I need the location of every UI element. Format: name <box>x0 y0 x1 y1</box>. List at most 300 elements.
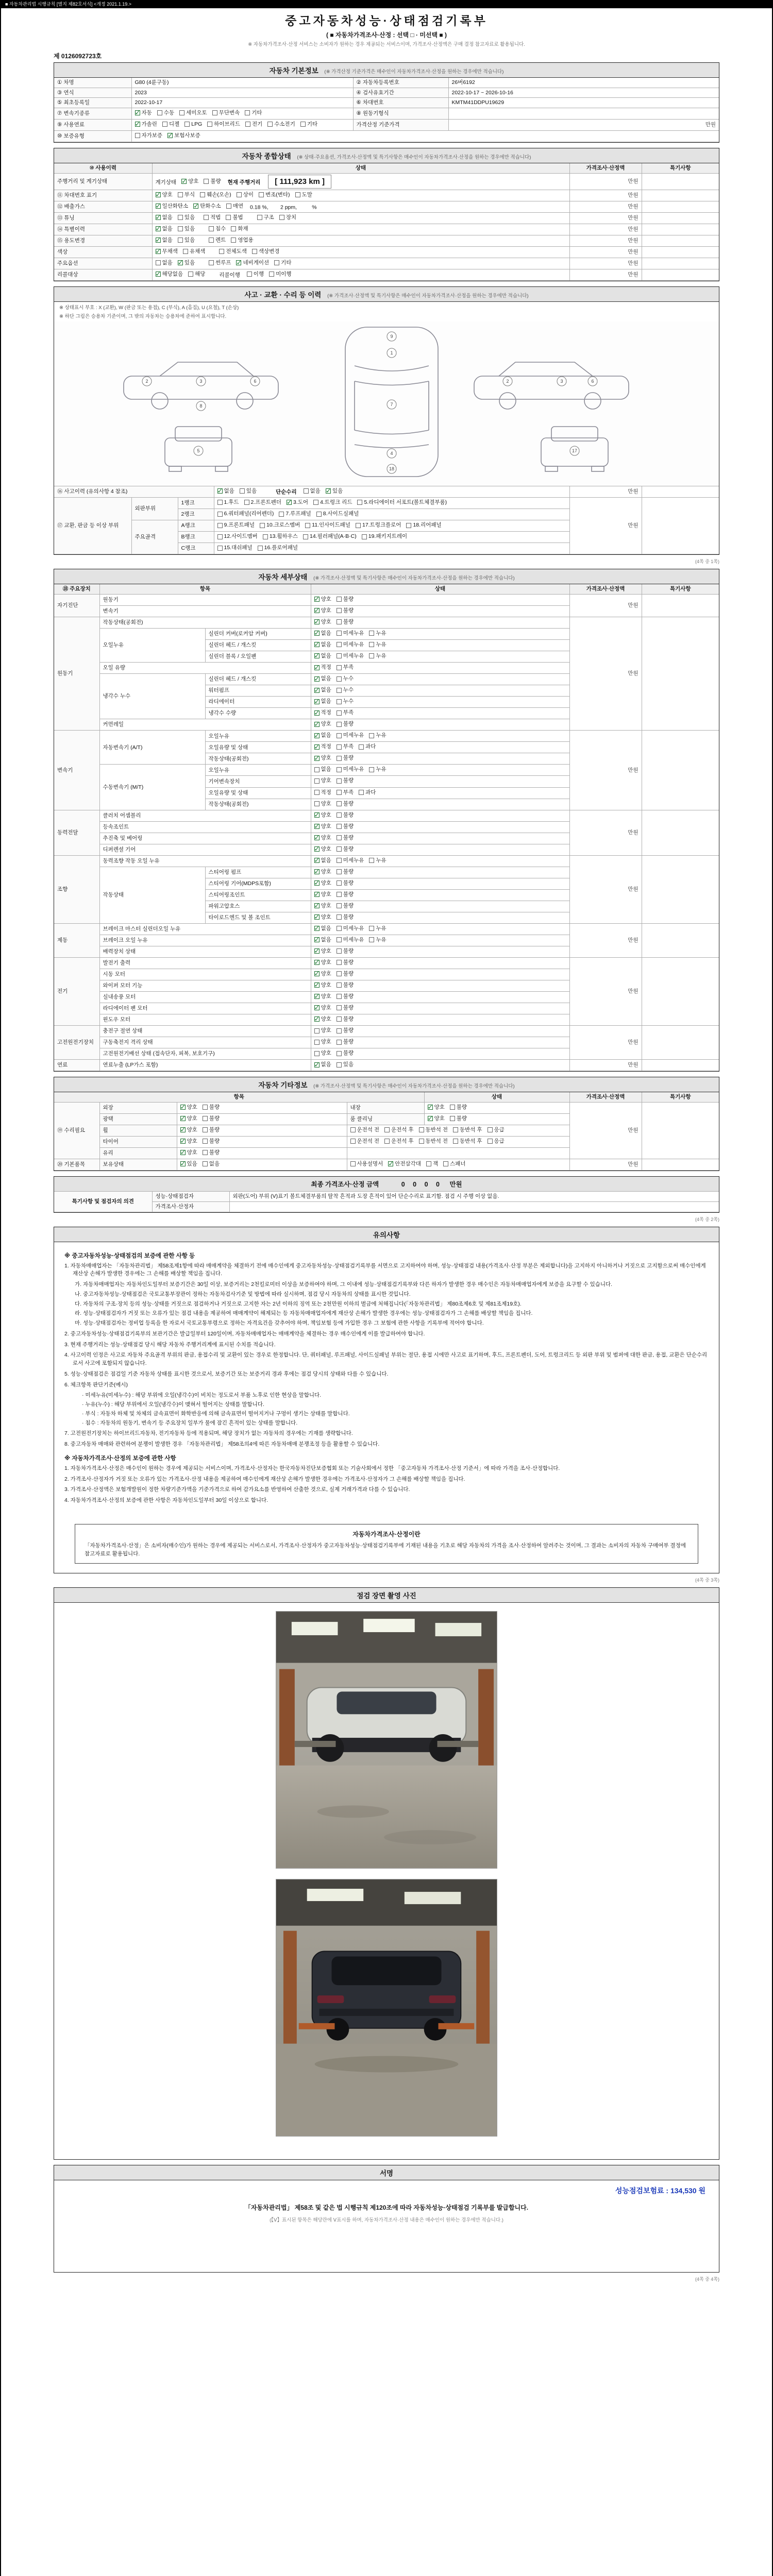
checkbox-label: 양호 <box>321 1005 331 1011</box>
section-overall-title-bar <box>54 148 719 163</box>
checkbox-checked <box>314 608 320 613</box>
part: 실린더 커버(로커암 커버) <box>205 629 311 640</box>
checkbox <box>240 488 245 494</box>
checkbox <box>337 722 342 727</box>
part: 타이로드엔드 및 볼 조인트 <box>205 912 311 923</box>
status-checkboxes <box>311 651 569 663</box>
checkbox-label: 동반석 전 <box>425 1138 448 1145</box>
item: 윈도우 모터 <box>99 1014 311 1026</box>
checkbox-label: 없음 <box>321 687 331 693</box>
checkbox-label: 15.대쉬패널 <box>224 545 253 551</box>
item: 등속조인트 <box>99 821 311 833</box>
checkbox-label: 일산화탄소 <box>162 202 189 209</box>
checkbox-label: 누수 <box>343 687 354 693</box>
field-label-vin: ⑥ 차대번호 <box>353 98 448 108</box>
row-label-options: 주요옵션 <box>54 258 152 269</box>
row-state-usage-change <box>152 235 569 246</box>
group-note <box>642 810 719 855</box>
checkbox-label: 있음 <box>184 225 195 232</box>
notice-line: 4. 사고이력 인정은 사고로 자동차 주요골격 부위의 판금, 용접수리 및 교환이 있는 경우로 한정합니다. 단, 쿼터패널, 루프패널, 사이드실패널 부위는 절단, 용접 시에만 사고로 표기하며, 후드, 프론트펜더, 도어, 트렁크리드 등 외판 부위 및 범퍼에 대한 판금, 용접, 교환은 단순수리로서 사고에 포함되지 않습니다. <box>64 1352 708 1367</box>
group-note <box>642 855 719 923</box>
usage-change-kind-checkboxes <box>209 238 259 244</box>
group-price: 만원 <box>569 617 642 731</box>
checkbox-checked <box>180 1161 186 1166</box>
checkbox-label: 부족 <box>343 664 354 671</box>
group-note <box>642 617 719 731</box>
price-color: 만원 <box>569 247 642 258</box>
checkbox-label: 무단변속 <box>219 110 240 116</box>
row-label-mileage: 주행거리 및 계기상태 <box>54 173 152 190</box>
checkbox <box>337 756 342 761</box>
checkbox <box>252 249 257 254</box>
note-mileage <box>642 173 719 190</box>
checkbox-label: 없음 <box>321 653 331 659</box>
document-header <box>54 11 719 60</box>
checkbox <box>384 1127 390 1132</box>
label-wheel: 휠 <box>99 1125 177 1137</box>
checkbox <box>337 744 342 750</box>
checkbox <box>217 512 223 517</box>
checkbox <box>203 1139 208 1144</box>
status-checkboxes <box>311 969 569 980</box>
checkbox <box>337 1062 342 1067</box>
row-label-recall: 리콜대상 <box>54 269 152 281</box>
checkbox-label: 8.사이드실패널 <box>323 511 359 517</box>
car-body-diagram <box>103 325 670 479</box>
part: 작동상태(공회전) <box>205 799 311 810</box>
status-checkboxes <box>311 946 569 957</box>
checkbox <box>269 272 274 277</box>
checkbox-label: LPG <box>191 121 203 128</box>
group-note <box>642 1060 719 1071</box>
checkbox <box>450 1105 455 1110</box>
checkbox-label: 없음 <box>321 732 331 739</box>
checkbox-checked <box>156 238 161 243</box>
notice-line: 3. 가격조사·산정액은 보험개발원이 정한 차량기준가액을 기준가격으로 하여 감가요소를 반영하여 산출한 것으로, 실제 거래가격과 다를 수 있습니다. <box>64 1486 410 1493</box>
checkbox-checked <box>156 249 161 254</box>
definition-box-text: 「자동차가격조사·산정」은 소비자(매수인)가 원하는 경우에 제공되는 서비스로서, 가격조사·산정자가 중고자동차성능·상태점검기록부에 기재된 내용을 기초로 해당 자동차의 가격을 조사·산정하여 알려주는 것이며, 그 결과는 소비자의 자동차 구매여부 결정에 참고자료로 활용됩니다. <box>85 1542 686 1557</box>
checkbox-checked <box>156 192 161 197</box>
checkbox-checked <box>156 272 161 277</box>
checkbox <box>337 846 342 852</box>
checkbox-label: 누유 <box>376 766 386 773</box>
checkbox <box>156 260 161 265</box>
state-interior <box>424 1102 569 1113</box>
group-repair-needed: ⑲ 수리필요 <box>54 1102 99 1159</box>
checkbox <box>337 1028 342 1033</box>
checkbox-checked <box>180 1105 186 1110</box>
checkbox-label: 불량 <box>343 823 354 829</box>
item: 작동상태 <box>99 867 205 923</box>
status-checkboxes <box>311 1048 569 1060</box>
checkbox <box>337 858 342 863</box>
item: 구동축전지 격리 상태 <box>99 1037 311 1048</box>
checkbox-label: 누유 <box>376 653 386 659</box>
status-checkboxes <box>311 912 569 923</box>
checkbox-checked <box>314 892 320 897</box>
row-emission <box>54 201 719 212</box>
checkbox-label: 양호 <box>321 800 331 807</box>
group-brake: 제동 <box>54 923 99 957</box>
status-checkboxes <box>311 821 569 833</box>
checkbox <box>337 619 342 624</box>
checkbox <box>237 192 242 197</box>
notice-line: 3. 현재 주행거리는 성능·상태점검 당시 해당 자동차 주행거리계에 표시된 수치를 적습니다. <box>64 1341 276 1348</box>
checkbox <box>337 1005 342 1010</box>
checkbox-label: 없음 <box>321 698 331 705</box>
item: 와이퍼 모터 기능 <box>99 980 311 992</box>
checkbox <box>279 215 284 220</box>
checkbox-label: 동반석 후 <box>460 1138 482 1145</box>
checkbox <box>337 971 342 976</box>
checkbox-label: 네비게이션 <box>243 260 270 266</box>
checkbox-label: 자가보증 <box>141 132 163 139</box>
checkbox-label: 14.필러패널(A·B·C) <box>309 533 357 540</box>
part: 오일누유 <box>205 765 311 776</box>
checkbox-label: 변조(변타) <box>265 191 290 198</box>
price-vin-marking: 만원 <box>569 190 642 201</box>
checkbox-label: 동반석 후 <box>460 1127 482 1133</box>
checkbox-label: 4.트렁크 리드 <box>320 499 352 506</box>
checkbox-label: 누유 <box>376 630 386 637</box>
col-header-device: ⑱ 주요장치 <box>54 584 99 594</box>
section-accident-history <box>54 286 719 555</box>
row-label-color: 색상 <box>54 247 152 258</box>
group-price: 만원 <box>569 1026 642 1060</box>
car-diagram-area <box>54 321 719 486</box>
checkbox-label: 불량 <box>343 947 354 954</box>
group-engine: 원동기 <box>54 617 99 731</box>
checkbox <box>453 1127 458 1132</box>
checkbox-checked <box>314 676 320 682</box>
exchange-label: ⑰ 교환, 판금 등 이상 부위 <box>54 498 131 554</box>
definition-box-title: 자동차가격조사·산정이란 <box>352 1530 421 1538</box>
checkbox-label: 불량 <box>343 868 354 875</box>
checkbox-label: 불량 <box>343 891 354 897</box>
form-reference-bar: ■ 자동차관리법 시행규칙 [별지 제82호서식] <개정 2021.1.19.> <box>1 0 772 8</box>
item: 발전기 출력 <box>99 957 311 969</box>
checkbox-label: 11.인사이드패널 <box>312 522 350 529</box>
group-fuel: 연료 <box>54 1060 99 1071</box>
svg-text:17: 17 <box>572 448 578 454</box>
checkbox <box>314 790 320 795</box>
note-usage-change <box>642 235 719 246</box>
checkbox-label: 불량 <box>209 1138 220 1145</box>
section-notices <box>54 1227 719 1574</box>
checkbox <box>245 110 250 115</box>
item: 시동 모터 <box>99 969 311 980</box>
checkbox <box>219 249 224 254</box>
col-header-price: 가격조사·산정액 <box>569 163 642 173</box>
svg-text:6: 6 <box>254 379 257 384</box>
checkbox-label: 18.리어패널 <box>413 522 442 529</box>
status-checkboxes <box>311 799 569 810</box>
note-tuning <box>642 212 719 224</box>
checkbox <box>314 1028 320 1033</box>
checkbox-checked <box>178 260 183 265</box>
item: 라디에이터 팬 모터 <box>99 1003 311 1014</box>
svg-text:2: 2 <box>506 379 509 384</box>
status-checkboxes <box>311 867 569 878</box>
row-label-special-history: ⑭ 특별이력 <box>54 224 152 235</box>
checkbox <box>369 858 374 863</box>
tuning-kind-checkboxes <box>257 215 302 222</box>
price-appraisal-definition-box <box>75 1524 698 1564</box>
checkbox-checked <box>314 869 320 874</box>
group-transmission: 변속기 <box>54 731 99 810</box>
note-vin-marking <box>642 190 719 201</box>
checkbox <box>244 500 249 505</box>
checkbox-label: 17.트렁크플로어 <box>362 522 401 529</box>
checkbox-label: 불량 <box>210 178 221 184</box>
tuning-checkboxes <box>156 215 200 222</box>
checkbox-label: 기타 <box>251 110 262 116</box>
state-room-cleaning <box>424 1114 569 1125</box>
checkbox-label: 적정 <box>321 789 331 795</box>
section-accident-note: (※ 가격조사·산정액 및 특기사항은 매수인이 자동차가격조사·산정을 원하는 경우에만 적습니다) <box>327 293 529 299</box>
checkbox <box>209 238 214 243</box>
notice-line: 나. 중고자동차성능·상태점검은 국토교통부장관이 정하는 자동차검사기준 및 방법에 따라 실시하며, 점검 당시 자동차의 상태를 표시한 것입니다. <box>75 1291 411 1297</box>
group-electric: 전기 <box>54 957 99 1025</box>
svg-text:6: 6 <box>591 379 594 384</box>
group-price: 만원 <box>569 731 642 810</box>
checkbox <box>337 710 342 716</box>
checkbox-label: 양호 <box>321 913 331 920</box>
notice-line: · 침수 : 자동차의 원동기, 변속기 등 주요장치 일부가 물에 잠긴 흔적이 있는 상태를 말합니다. <box>82 1419 298 1426</box>
checkbox <box>356 523 361 528</box>
checkbox-checked <box>314 710 320 716</box>
checkbox <box>263 534 268 539</box>
checkbox-label: 불량 <box>343 607 354 614</box>
status-checkboxes <box>311 901 569 912</box>
section-basic-note: (※ 가격산정 기준가격은 매수인이 자동차가격조사·산정을 원하는 경우에만 적습니다) <box>324 69 504 75</box>
exchange-price: 만원 <box>569 498 642 554</box>
row-label-emission: ⑫ 배출가스 <box>54 201 152 212</box>
checkbox-label: 미세누유 <box>343 732 364 739</box>
section-detail-note: (※ 가격조사·산정액 및 특기사항은 매수인이 자동차가격조사·산정을 원하는 경우에만 적습니다) <box>313 575 515 582</box>
checkbox <box>279 512 284 517</box>
section-detail-title: 자동차 세부상태 <box>258 573 308 582</box>
checkbox-checked <box>314 824 320 829</box>
checkbox-label: 불량 <box>343 777 354 784</box>
checkbox-label: 9.프론트패널 <box>224 522 255 529</box>
checkbox-label: 없음 <box>321 1061 331 1068</box>
svg-text:8: 8 <box>199 403 203 409</box>
checkbox-label: 있음 <box>332 488 343 495</box>
checkbox-label: 없음 <box>321 675 331 682</box>
item: 커먼레일 <box>99 719 311 731</box>
row-label-tuning: ⑬ 튜닝 <box>54 212 152 224</box>
checkbox <box>337 642 342 647</box>
detail-state-table <box>54 584 719 1071</box>
group-note <box>642 594 719 617</box>
checkbox-label: 양호 <box>321 868 331 875</box>
document-number: 제 0126092723호 <box>54 53 102 60</box>
checkbox <box>304 488 309 494</box>
field-value-first-reg: 2022-10-17 <box>131 98 353 108</box>
svg-text:4: 4 <box>390 451 393 456</box>
checkbox-label: 불량 <box>343 721 354 727</box>
checkbox-label: 2.프론트펜더 <box>250 499 282 506</box>
status-checkboxes <box>311 765 569 776</box>
checkbox-checked <box>314 846 320 852</box>
checkbox <box>357 500 362 505</box>
item: 동력조향 작동 오일 누유 <box>99 855 311 867</box>
inspection-insurance-fee <box>615 2185 705 2196</box>
checkbox-label: 응급 <box>494 1127 505 1133</box>
notice-line: 7. 고전원전기장치는 하이브리드자동차, 전기자동차 등에 적용되며, 해당 장치가 없는 자동차의 경우에는 기재를 생략합니다. <box>64 1430 353 1437</box>
signature-body <box>54 2180 719 2272</box>
state-wheel <box>177 1125 347 1137</box>
checkbox-checked <box>388 1161 393 1166</box>
accident-price: 만원 <box>569 486 642 498</box>
checkbox-label: 양호 <box>321 959 331 965</box>
checkbox <box>259 192 264 197</box>
rank2-label: 2랭크 <box>178 509 214 520</box>
recall-done-checkboxes <box>247 272 297 278</box>
checkbox <box>369 937 374 942</box>
section-signature-title-bar <box>54 2165 719 2180</box>
checkbox-label: 불량 <box>343 902 354 909</box>
checkbox-checked <box>135 110 140 115</box>
checkbox-checked <box>180 1116 186 1121</box>
checkbox-label: 사용설명서 <box>357 1161 383 1167</box>
checkbox <box>209 260 214 265</box>
section-overall-title: 자동차 종합상태 <box>242 152 291 161</box>
row-color <box>54 247 719 258</box>
checkbox-label: 양호 <box>321 1027 331 1034</box>
checkbox-label: 불량 <box>343 834 354 841</box>
checkbox-label: 양호 <box>321 1039 331 1045</box>
checkbox-checked <box>314 903 320 908</box>
row-opinion-inspector <box>54 1192 719 1201</box>
checkbox <box>231 238 236 243</box>
status-checkboxes <box>311 992 569 1003</box>
checkbox <box>337 767 342 772</box>
part: 실린더 블록 / 오일팬 <box>205 651 311 663</box>
opinion-header: 특기사항 및 점검자의 의견 <box>54 1192 152 1212</box>
checkbox <box>258 546 263 551</box>
checkbox-checked <box>135 122 140 127</box>
checkbox <box>179 110 184 115</box>
accident-history-state <box>214 486 569 498</box>
section-inspection-photos <box>54 1587 719 2160</box>
checkbox <box>369 767 374 772</box>
status-checkboxes <box>311 663 569 674</box>
checkbox-label: 양호 <box>321 607 331 614</box>
checkbox <box>337 994 342 999</box>
opinion-appraiser-label: 가격조사·산정자 <box>152 1201 229 1212</box>
section-final-price <box>54 1176 719 1212</box>
status-checkboxes <box>311 719 569 731</box>
checkbox-label: 수동 <box>163 110 175 116</box>
checkbox <box>226 215 231 220</box>
checkbox-label: 자동 <box>141 110 152 116</box>
rankB-items <box>214 532 569 543</box>
usage-change-checkboxes <box>156 238 200 244</box>
price-special-history: 만원 <box>569 224 642 235</box>
checkbox-label: 응급 <box>494 1138 505 1145</box>
checkbox-label: 불량 <box>456 1104 467 1110</box>
checkbox <box>359 744 364 750</box>
checkbox-label: 미세누유 <box>343 630 364 637</box>
checkbox-label: 침수 <box>215 225 226 232</box>
group-price: 만원 <box>569 923 642 957</box>
part: 실린더 헤드 / 개스킷 <box>205 674 311 685</box>
price-options: 만원 <box>569 258 642 269</box>
checkbox-label: 동반석 전 <box>425 1127 448 1133</box>
rank1-label: 1랭크 <box>178 498 214 509</box>
checkbox-label: 양호 <box>188 178 199 184</box>
checkbox <box>231 226 236 231</box>
item: 실내송풍 모터 <box>99 992 311 1003</box>
status-checkboxes <box>311 685 569 697</box>
checkbox-label: 양호 <box>321 845 331 852</box>
checkbox-label: 보험사보증 <box>174 132 200 139</box>
state-wheel-positions <box>347 1125 569 1137</box>
photos-body <box>54 1603 719 2159</box>
checkbox-label: 없음 <box>321 766 331 773</box>
label-holding-state: 보유상태 <box>99 1159 177 1171</box>
part: 라디에이터 <box>205 697 311 708</box>
checkbox-checked <box>314 631 320 636</box>
checkbox <box>337 1040 342 1045</box>
checkbox-label: 불량 <box>343 1016 354 1023</box>
section-detail-state <box>54 569 719 1072</box>
item: 작동상태(공회전) <box>99 617 311 629</box>
checkbox-label: 누유 <box>376 732 386 739</box>
checkbox-label: 불량 <box>343 1027 354 1034</box>
notice-line: · 누유(누수) : 해당 부위에서 오일(냉각수)이 맺혀서 떨어지는 상태를 말합니다. <box>82 1401 264 1408</box>
group-selfdiag: 자기진단 <box>54 594 99 617</box>
checkbox-label: 19.패키지트레이 <box>368 533 408 540</box>
checkbox-label: 불량 <box>343 845 354 852</box>
item: 변속기 <box>99 606 311 617</box>
section-photos-title-bar <box>54 1588 719 1603</box>
rankA-items <box>214 520 569 532</box>
group-note <box>642 957 719 1025</box>
checkbox-label: 양호 <box>321 823 331 829</box>
col-header-detail-note: 특기사항 <box>642 584 719 594</box>
status-checkboxes <box>311 629 569 640</box>
checkbox-label: 유채색 <box>189 248 206 255</box>
section-other-info <box>54 1077 719 1171</box>
col-header-note: 특기사항 <box>642 163 719 173</box>
status-checkboxes <box>311 708 569 719</box>
checkbox-label: 없음 <box>321 936 331 943</box>
item: 브레이크 마스터 실린더오일 누유 <box>99 923 311 935</box>
checkbox-label: 10.크로스멤버 <box>266 522 300 529</box>
checkbox <box>443 1161 448 1166</box>
checkbox-label: 부식 <box>184 191 195 198</box>
checkbox-checked <box>156 215 161 220</box>
checkbox <box>217 523 223 528</box>
checkbox-checked <box>428 1105 433 1110</box>
emission-values: 0.18 %, 2 ppm, % <box>250 204 317 211</box>
recall-checkboxes <box>156 272 211 278</box>
price-usage-change: 만원 <box>569 235 642 246</box>
col-header-detail-price: 가격조사·산정액 <box>569 584 642 594</box>
checkbox-label: 안전삼각대 <box>395 1161 421 1167</box>
checkbox-label: 불량 <box>343 993 354 1000</box>
checkbox-label: 5.라디에이터 서포트(볼트체결부품) <box>364 499 447 506</box>
part: 오일누유 <box>205 731 311 742</box>
final-price-unit: 만원 <box>449 1181 462 1189</box>
item: 디퍼렌셜 기어 <box>99 844 311 855</box>
field-value-inspection-period: 2022-10-17 ~ 2026-10-16 <box>448 88 719 98</box>
notice-line: 4. 자동차가격조사·산정의 보증에 관한 사항은 자동차인도일부터 30일 이상으로 합니다. <box>64 1497 268 1504</box>
checkbox <box>267 122 273 127</box>
